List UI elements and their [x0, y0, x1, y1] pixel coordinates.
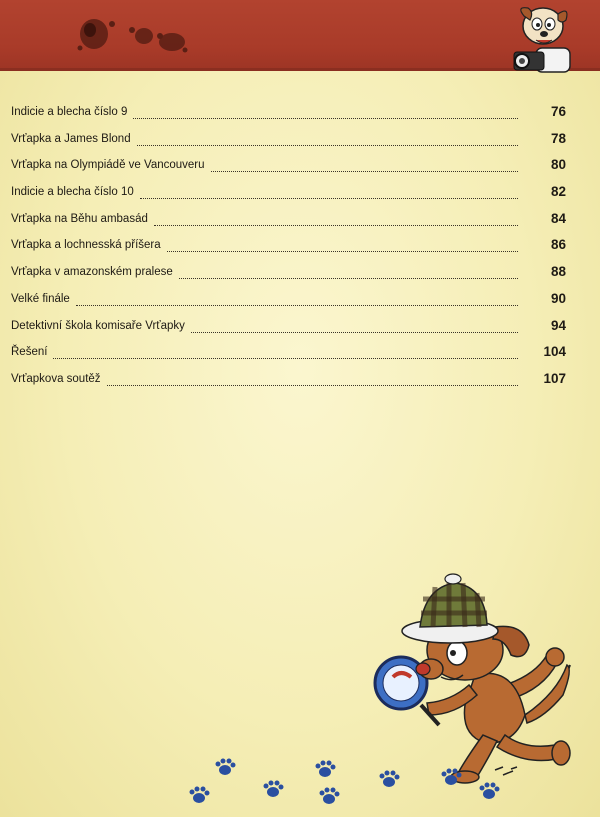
toc-entry-page: 82: [550, 184, 566, 200]
toc-entry-title: Vrťapka v amazonském pralese: [11, 266, 173, 279]
paw-print-icon: [318, 787, 340, 805]
toc-leader-dots: [154, 211, 518, 226]
toc-entry-title: Velké finále: [11, 292, 70, 305]
toc-entry-title: Detektivní škola komisaře Vrťapky: [11, 319, 185, 332]
toc-entry-title: Vrťapkova soutěž: [11, 372, 101, 385]
toc-entry[interactable]: [11, 184, 566, 211]
toc-leader-dots: [211, 157, 518, 172]
toc-entry-page: 84: [550, 210, 566, 226]
toc-leader-dots: [107, 371, 518, 386]
toc-entry-title: Indicie a blecha číslo 10: [11, 186, 134, 199]
toc-leader-dots: [167, 237, 518, 252]
toc-entry-title: Vrťapka a James Blond: [11, 132, 131, 145]
toc-entry-page: 88: [550, 264, 566, 280]
ink-splat-icon: [72, 12, 192, 56]
toc-entry-page: 86: [550, 237, 566, 253]
toc-entry-title: Řešení: [11, 346, 48, 359]
toc-leader-dots: [137, 131, 518, 146]
toc-entry[interactable]: [11, 371, 566, 398]
toc-entry-page: 107: [543, 370, 566, 386]
toc-leader-dots: [133, 104, 518, 119]
toc-entry[interactable]: [11, 211, 566, 238]
toc-entry-page: 76: [550, 104, 566, 119]
toc-leader-dots: [140, 184, 518, 199]
toc-entry-page: 94: [550, 317, 566, 333]
dog-detective-illustration: [365, 565, 585, 795]
paw-print-icon: [478, 782, 500, 800]
toc-entry-title: Vrťapka na Olympiádě ve Vancouveru: [11, 159, 205, 172]
toc-entry[interactable]: [11, 237, 566, 264]
paw-print-icon: [314, 760, 336, 778]
toc-leader-dots: [53, 344, 518, 359]
toc-leader-dots: [76, 291, 518, 306]
paw-print-icon: [214, 758, 236, 776]
toc-entry-page: 80: [550, 157, 566, 173]
toc-entry[interactable]: [11, 318, 566, 345]
toc-entry[interactable]: [11, 264, 566, 291]
table-of-contents: [11, 104, 566, 398]
paw-print-icon: [188, 786, 210, 804]
toc-entry-title: Vrťapka na Běhu ambasád: [11, 212, 148, 225]
toc-entry[interactable]: [11, 104, 566, 131]
toc-entry-title: Indicie a blecha číslo 9: [11, 106, 128, 118]
toc-leader-dots: [191, 318, 518, 333]
toc-entry-page: 78: [550, 130, 566, 146]
toc-entry[interactable]: [11, 131, 566, 158]
toc-entry[interactable]: [11, 157, 566, 184]
toc-entry[interactable]: [11, 344, 566, 371]
toc-entry-page: 90: [550, 290, 566, 306]
toc-entry-title: Vrťapka a lochnesská příšera: [11, 239, 161, 252]
toc-entry[interactable]: [11, 291, 566, 318]
paw-print-icon: [378, 770, 400, 788]
dog-photographer-illustration: [508, 4, 578, 76]
toc-entry-page: 104: [543, 344, 566, 360]
paw-print-icon: [262, 780, 284, 798]
toc-leader-dots: [179, 264, 518, 279]
paw-print-icon: [440, 768, 462, 786]
